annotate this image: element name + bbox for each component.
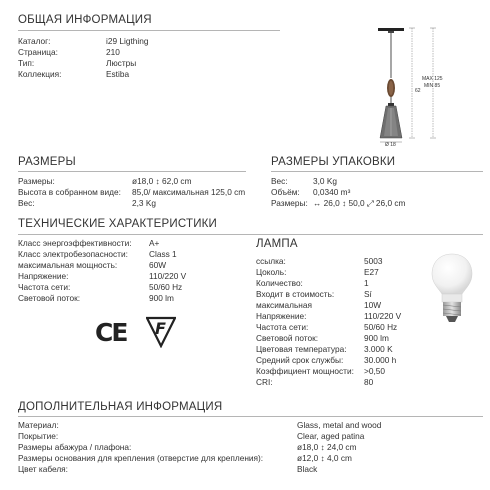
extra-divider bbox=[18, 416, 483, 417]
dim-62-label: 62 bbox=[415, 88, 421, 94]
tech-title: ТЕХНИЧЕСКИЕ ХАРАКТЕРИСТИКИ bbox=[18, 218, 218, 230]
sizes-title: РАЗМЕРЫ bbox=[18, 156, 76, 168]
dim-diameter-label: Ø 18 bbox=[385, 142, 396, 148]
ce-mark-icon: CE bbox=[95, 318, 127, 347]
bulb-shape bbox=[430, 252, 474, 324]
general-title: ОБЩАЯ ИНФОРМАЦИЯ bbox=[18, 14, 152, 26]
f-mark-icon bbox=[146, 316, 176, 348]
f-mark-letter: F bbox=[155, 319, 166, 338]
sizes-divider bbox=[18, 171, 246, 172]
tech-divider bbox=[18, 234, 483, 235]
package-title: РАЗМЕРЫ УПАКОВКИ bbox=[271, 156, 396, 168]
led-bulb-icon bbox=[430, 252, 474, 324]
lamp-title: ЛАМПА bbox=[256, 238, 298, 250]
dim-min-label: MIN 85 bbox=[424, 83, 441, 89]
package-divider bbox=[271, 171, 483, 172]
general-divider bbox=[18, 30, 280, 31]
dim-max-label: MAX 125 bbox=[422, 76, 443, 82]
pendant-lamp-drawing bbox=[360, 8, 480, 148]
extra-title: ДОПОЛНИТЕЛЬНАЯ ИНФОРМАЦИЯ bbox=[18, 401, 223, 413]
product-drawing bbox=[360, 8, 480, 148]
